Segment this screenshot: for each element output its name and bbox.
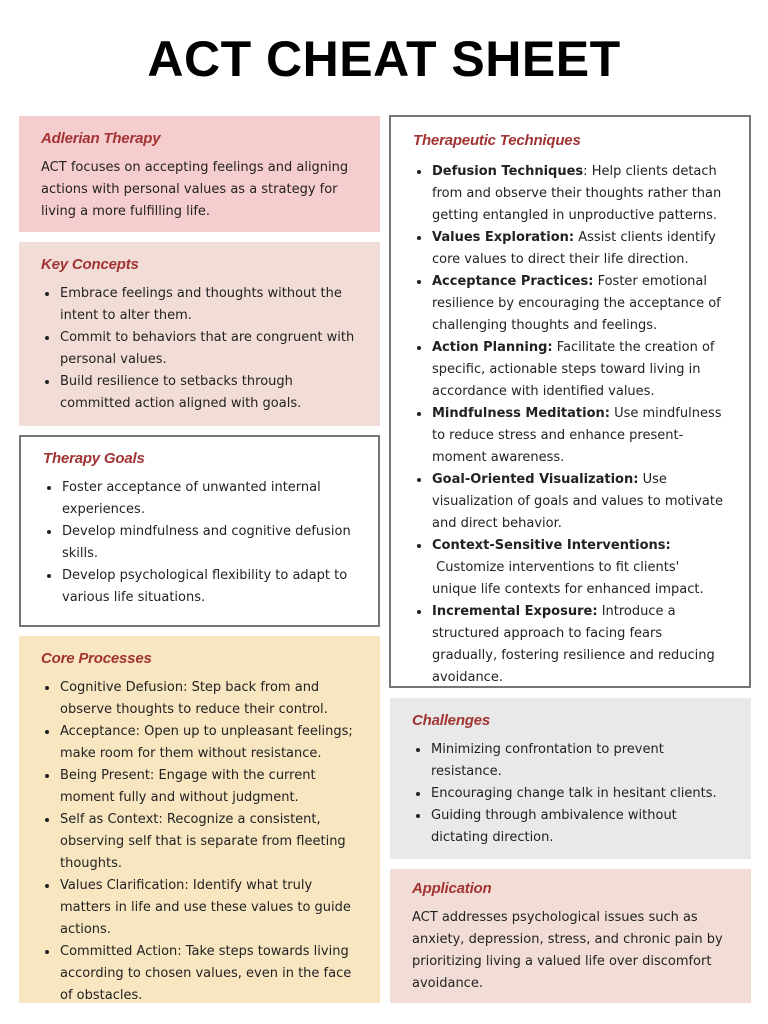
- application-section: [390, 869, 751, 1003]
- technique-description: Use mindfulness to reduce stress and enhance present-moment awareness.: [432, 406, 722, 465]
- key-concepts-section: [19, 242, 380, 426]
- section-body: ACT focuses on accepting feelings and aligning actions with personal values as a strategy for living a more fulfilling life.: [41, 160, 349, 219]
- technique-description: Facilitate the creation of specific, actionable steps toward living in accordance with identified values.: [432, 340, 715, 399]
- section-body: ACT addresses psychological issues such as anxiety, depression, stress, and chronic pain by prioritizing living a valued life over discomfort avoidance.: [412, 910, 723, 991]
- key-concepts-list: [41, 283, 358, 415]
- core-processes-list: [41, 677, 358, 1007]
- technique-term: Acceptance Practices:: [432, 274, 594, 289]
- challenges-list: [412, 739, 729, 849]
- adlerian-therapy-section: [19, 116, 380, 232]
- section-heading: Challenges: [412, 712, 491, 729]
- list-item: [431, 601, 727, 689]
- technique-term: Values Exploration:: [432, 230, 575, 245]
- list-item: • Build resilience to setbacks through committed action aligned with goals.: [59, 371, 358, 415]
- list-item: [431, 403, 727, 469]
- technique-description: Assist clients identify core values to direct their life direction.: [432, 230, 716, 267]
- technique-description: Customize interventions to fit clients' unique life contexts for enhanced impact.: [432, 560, 704, 597]
- technique-term: Defusion Techniques: [432, 164, 584, 179]
- section-heading: Adlerian Therapy: [41, 130, 161, 147]
- section-heading: Key Concepts: [41, 256, 139, 273]
- list-item: • Guiding through ambivalence without dictating direction.: [430, 805, 729, 849]
- technique-description: Foster emotional resilience by encouraging the acceptance of challenging thoughts and feelings.: [432, 274, 721, 333]
- therapeutic-techniques-section: [389, 115, 751, 688]
- section-heading: Core Processes: [41, 650, 152, 667]
- list-item: • Develop psychological flexibility to adapt to various life situations.: [61, 565, 356, 609]
- list-item: [431, 227, 727, 271]
- technique-term: Mindfulness Meditation:: [432, 406, 610, 421]
- technique-term: Context-Sensitive Interventions:: [432, 538, 671, 553]
- list-item: • Being Present: Engage with the current moment fully and without judgment.: [59, 765, 358, 809]
- technique-description: Use visualization of goals and values to motivate and direct behavior.: [432, 472, 723, 531]
- list-item: [431, 161, 727, 227]
- list-item: [431, 535, 727, 601]
- technique-description: Introduce a structured approach to facing fears gradually, fostering resilience and reducing avoidance.: [432, 604, 715, 685]
- technique-term: Goal-Oriented Visualization:: [432, 472, 639, 487]
- list-item: • Foster acceptance of unwanted internal experiences.: [61, 477, 356, 521]
- technique-separator: :: [583, 164, 592, 179]
- page-title: ACT CHEAT SHEET: [147, 31, 621, 87]
- list-item: [431, 271, 727, 337]
- core-processes-section: [19, 636, 380, 1003]
- list-item: • Minimizing confrontation to prevent resistance.: [430, 739, 729, 783]
- list-item: • Commit to behaviors that are congruent with personal values.: [59, 327, 358, 371]
- section-heading: Application: [412, 880, 492, 897]
- list-item: [431, 469, 727, 535]
- challenges-section: [390, 698, 751, 859]
- techniques-list: [413, 161, 727, 689]
- list-item: • Committed Action: Take steps towards living according to chosen values, even in the face of obstacles.: [59, 941, 358, 1007]
- list-item: • Encouraging change talk in hesitant clients.: [430, 783, 729, 805]
- technique-description: Help clients detach from and observe their thoughts rather than getting entangled in unproductive patterns.: [432, 164, 722, 223]
- list-item: • Develop mindfulness and cognitive defusion skills.: [61, 521, 356, 565]
- therapy-goals-list: [43, 477, 356, 609]
- section-heading: Therapeutic Techniques: [413, 132, 581, 149]
- technique-term: Action Planning:: [432, 340, 553, 355]
- list-item: • Values Clarification: Identify what truly matters in life and use these values to guide actions.: [59, 875, 358, 941]
- section-heading: Therapy Goals: [43, 450, 145, 467]
- list-item: • Acceptance: Open up to unpleasant feelings; make room for them without resistance.: [59, 721, 358, 765]
- list-item: • Embrace feelings and thoughts without the intent to alter them.: [59, 283, 358, 327]
- therapy-goals-section: [19, 435, 380, 627]
- technique-term: Incremental Exposure:: [432, 604, 598, 619]
- list-item: • Cognitive Defusion: Step back from and observe thoughts to reduce their control.: [59, 677, 358, 721]
- list-item: [431, 337, 727, 403]
- list-item: • Self as Context: Recognize a consistent, observing self that is separate from fleeting thoughts.: [59, 809, 358, 875]
